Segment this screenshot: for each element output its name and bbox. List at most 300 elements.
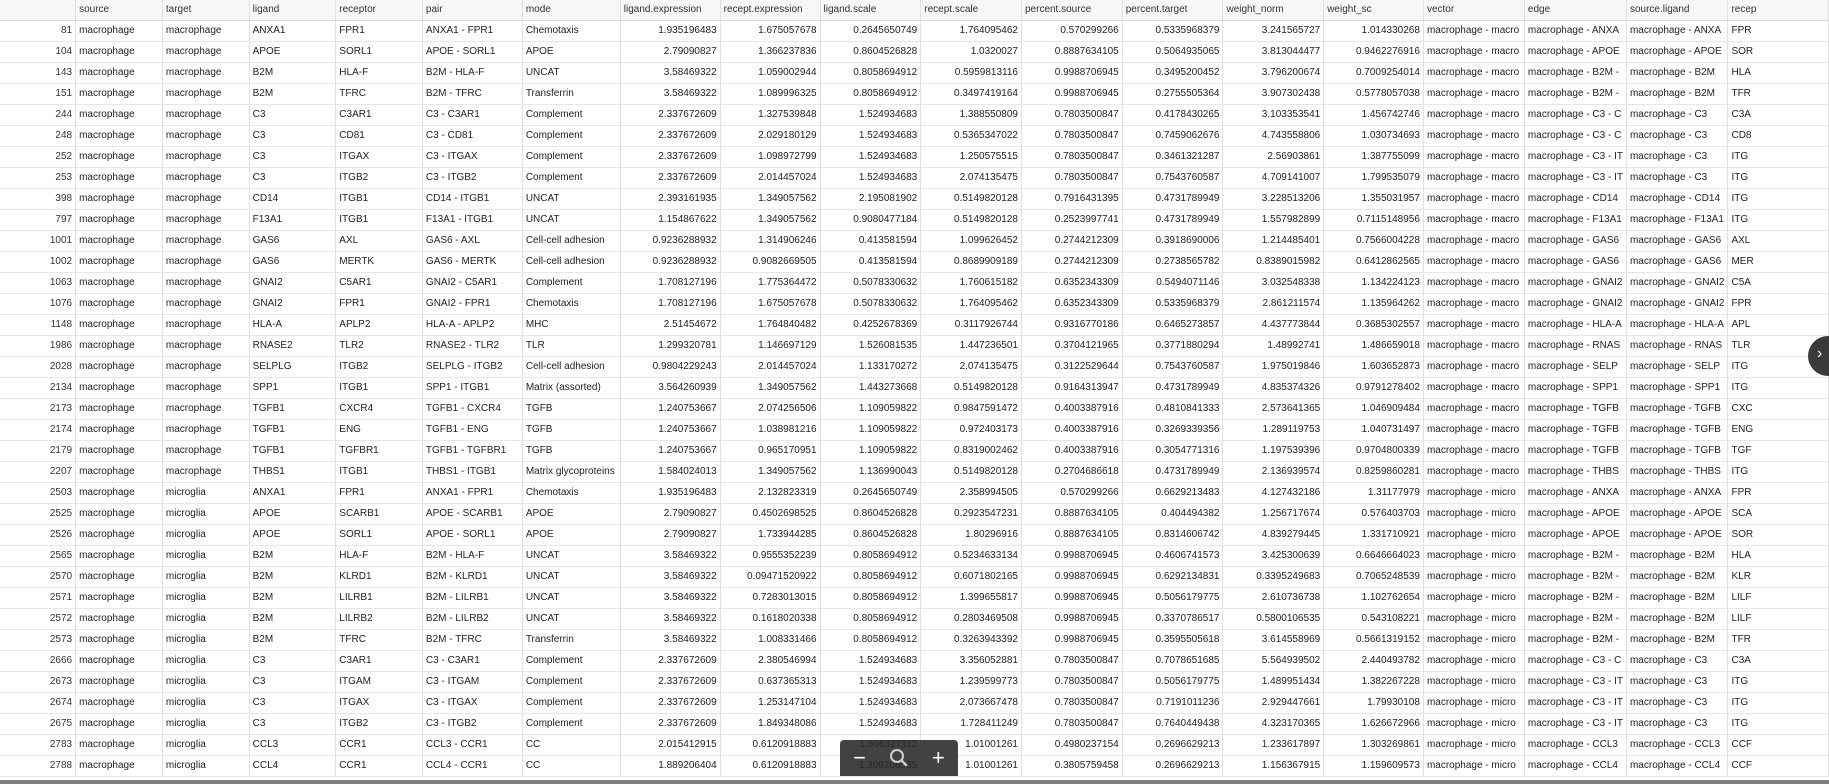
cell-extra: TGF xyxy=(1728,441,1829,462)
cell-ligand_scale: 0.413581594 xyxy=(820,252,921,273)
table-row[interactable] xyxy=(0,420,1829,441)
cell-vector: macrophage - micro xyxy=(1423,609,1524,630)
cell-edge: macrophage - TGFB xyxy=(1524,399,1626,420)
cell-pair: C3 - ITGB2 xyxy=(422,714,522,735)
cell-ligand_scale: 1.524934683 xyxy=(820,714,921,735)
cell-vector: macrophage - micro xyxy=(1423,651,1524,672)
cell-percent_target: 0.3918690006 xyxy=(1122,231,1223,252)
cell-percent_target: 0.5335968379 xyxy=(1122,294,1223,315)
cell-source: macrophage xyxy=(76,231,163,252)
column-header-idx[interactable] xyxy=(0,0,76,21)
cell-recept_scale: 0.9847591472 xyxy=(921,399,1022,420)
cell-ligand: CCL4 xyxy=(249,756,336,777)
cell-vector: macrophage - macro xyxy=(1423,126,1524,147)
cell-pair: THBS1 - ITGB1 xyxy=(422,462,522,483)
cell-ligand_expression: 0.9236288932 xyxy=(620,252,720,273)
cell-ligand_scale: 0.8058694912 xyxy=(820,609,921,630)
cell-target: macrophage xyxy=(162,168,249,189)
cell-weight_norm: 1.214485401 xyxy=(1223,231,1324,252)
cell-extra: CD8 xyxy=(1728,126,1829,147)
cell-receptor: C5AR1 xyxy=(336,273,423,294)
cell-target: microglia xyxy=(162,546,249,567)
cell-ligand: C3 xyxy=(249,651,336,672)
cell-weight_sc: 1.382267228 xyxy=(1324,672,1424,693)
table-row[interactable] xyxy=(0,42,1829,63)
cell-recept_expression: 2.380546994 xyxy=(720,651,820,672)
cell-ligand_expression: 0.9804229243 xyxy=(620,357,720,378)
cell-percent_target: 0.5056179775 xyxy=(1122,672,1223,693)
cell-source: macrophage xyxy=(76,357,163,378)
column-header-vector[interactable]: vector xyxy=(1423,0,1524,21)
cell-recept_scale: 0.5149820128 xyxy=(921,210,1022,231)
cell-percent_source: 0.9316770186 xyxy=(1021,315,1122,336)
cell-mode: Complement xyxy=(522,651,620,672)
cell-mode: Chemotaxis xyxy=(522,294,620,315)
cell-vector: macrophage - macro xyxy=(1423,357,1524,378)
cell-recept_expression: 0.637365313 xyxy=(720,672,820,693)
cell-pair: TGFB1 - ENG xyxy=(422,420,522,441)
cell-ligand: ANXA1 xyxy=(249,483,336,504)
cell-ligand: GAS6 xyxy=(249,231,336,252)
column-header-ligand[interactable]: ligand xyxy=(249,0,336,21)
cell-recept_expression: 0.965170951 xyxy=(720,441,820,462)
cell-mode: Complement xyxy=(522,693,620,714)
cell-ligand_scale: 0.2645650749 xyxy=(820,21,921,42)
table-row[interactable] xyxy=(0,294,1829,315)
cell-recept_scale: 0.5365347022 xyxy=(921,126,1022,147)
cell-receptor: TFRC xyxy=(336,630,423,651)
cell-recept_scale: 1.760615182 xyxy=(921,273,1022,294)
cell-extra: C5A xyxy=(1728,273,1829,294)
cell-percent_source: 0.6352343309 xyxy=(1021,294,1122,315)
cell-mode: UNCAT xyxy=(522,189,620,210)
cell-receptor: MERTK xyxy=(336,252,423,273)
cell-percent_source: 0.9988706945 xyxy=(1021,63,1122,84)
cell-target: microglia xyxy=(162,483,249,504)
cell-mode: Transferrin xyxy=(522,84,620,105)
cell-recept_scale: 1.447236501 xyxy=(921,336,1022,357)
cell-target: macrophage xyxy=(162,252,249,273)
cell-receptor: CXCR4 xyxy=(336,399,423,420)
column-header-target[interactable]: target xyxy=(162,0,249,21)
column-header-ligand_expression[interactable]: ligand.expression xyxy=(620,0,720,21)
cell-recept_scale: 1.80296916 xyxy=(921,525,1022,546)
cell-pair: RNASE2 - TLR2 xyxy=(422,336,522,357)
cell-edge: macrophage - B2M - xyxy=(1524,630,1626,651)
cell-recept_scale: 0.972403173 xyxy=(921,420,1022,441)
cell-vector: macrophage - micro xyxy=(1423,714,1524,735)
cell-mode: CC xyxy=(522,735,620,756)
cell-vector: macrophage - micro xyxy=(1423,504,1524,525)
cell-percent_source: 0.2744212309 xyxy=(1021,231,1122,252)
cell-source: macrophage xyxy=(76,399,163,420)
cell-recept_expression: 2.132823319 xyxy=(720,483,820,504)
cell-percent_target: 0.7459062676 xyxy=(1122,126,1223,147)
cell-receptor: ITGB2 xyxy=(336,168,423,189)
cell-percent_target: 0.3370786517 xyxy=(1122,609,1223,630)
cell-recept_scale: 1.250575515 xyxy=(921,147,1022,168)
cell-receptor: CCR1 xyxy=(336,756,423,777)
cell-weight_norm: 3.425300639 xyxy=(1223,546,1324,567)
cell-weight_norm: 0.5800106535 xyxy=(1223,609,1324,630)
table-row[interactable] xyxy=(0,462,1829,483)
table-row[interactable] xyxy=(0,441,1829,462)
cell-recept_expression: 1.764840482 xyxy=(720,315,820,336)
cell-percent_target: 0.7543760587 xyxy=(1122,357,1223,378)
cell-source: macrophage xyxy=(76,588,163,609)
cell-weight_norm: 3.241565727 xyxy=(1223,21,1324,42)
table-row[interactable] xyxy=(0,609,1829,630)
cell-idx: 2783 xyxy=(0,735,76,756)
cell-percent_source: 0.4003387916 xyxy=(1021,441,1122,462)
cell-weight_sc: 0.9462276916 xyxy=(1324,42,1424,63)
cell-source: macrophage xyxy=(76,21,163,42)
cell-weight_sc: 1.159609573 xyxy=(1324,756,1424,777)
scrollbar-thumb[interactable] xyxy=(0,780,1829,784)
table-row[interactable] xyxy=(0,525,1829,546)
cell-source: macrophage xyxy=(76,756,163,777)
cell-source: macrophage xyxy=(76,63,163,84)
cell-pair: B2M - HLA-F xyxy=(422,63,522,84)
cell-source: macrophage xyxy=(76,168,163,189)
cell-percent_target: 0.3595505618 xyxy=(1122,630,1223,651)
cell-source_ligand: macrophage - SPP1 xyxy=(1626,378,1728,399)
cell-idx: 1063 xyxy=(0,273,76,294)
cell-receptor: AXL xyxy=(336,231,423,252)
cell-ligand_scale: 1.524934683 xyxy=(820,651,921,672)
cell-recept_expression: 2.074256506 xyxy=(720,399,820,420)
cell-recept_expression: 1.733944285 xyxy=(720,525,820,546)
cell-source_ligand: macrophage - GNAI2 xyxy=(1626,294,1728,315)
cell-pair: SELPLG - ITGB2 xyxy=(422,357,522,378)
cell-receptor: ENG xyxy=(336,420,423,441)
table-row[interactable] xyxy=(0,126,1829,147)
cell-recept_expression: 1.349057562 xyxy=(720,462,820,483)
cell-receptor: TFRC xyxy=(336,84,423,105)
column-header-recept_scale[interactable]: recept.scale xyxy=(921,0,1022,21)
table-row[interactable] xyxy=(0,168,1829,189)
table-row[interactable] xyxy=(0,357,1829,378)
cell-percent_source: 0.2704686618 xyxy=(1021,462,1122,483)
cell-weight_sc: 1.603652873 xyxy=(1324,357,1424,378)
cell-receptor: FPR1 xyxy=(336,483,423,504)
table-row[interactable] xyxy=(0,483,1829,504)
cell-edge: macrophage - APOE xyxy=(1524,525,1626,546)
zoom-in-button[interactable]: + xyxy=(931,745,945,770)
cell-weight_sc: 1.014330268 xyxy=(1324,21,1424,42)
cell-weight_sc: 0.5778057038 xyxy=(1324,84,1424,105)
cell-target: macrophage xyxy=(162,84,249,105)
cell-pair: GNAI2 - C5AR1 xyxy=(422,273,522,294)
cell-ligand: THBS1 xyxy=(249,462,336,483)
cell-ligand_expression: 1.299320781 xyxy=(620,336,720,357)
column-header-receptor[interactable]: receptor xyxy=(336,0,423,21)
cell-source_ligand: macrophage - B2M xyxy=(1626,630,1728,651)
cell-edge: macrophage - THBS xyxy=(1524,462,1626,483)
cell-receptor: C3AR1 xyxy=(336,105,423,126)
table-row[interactable] xyxy=(0,378,1829,399)
cell-ligand: C3 xyxy=(249,168,336,189)
cell-mode: UNCAT xyxy=(522,567,620,588)
cell-recept_expression: 1.146697129 xyxy=(720,336,820,357)
cell-percent_target: 0.2738565782 xyxy=(1122,252,1223,273)
cell-extra: FPR xyxy=(1728,21,1829,42)
cell-ligand: TGFB1 xyxy=(249,441,336,462)
cell-idx: 253 xyxy=(0,168,76,189)
cell-receptor: SCARB1 xyxy=(336,504,423,525)
cell-mode: Cell-cell adhesion xyxy=(522,231,620,252)
cell-pair: CD14 - ITGB1 xyxy=(422,189,522,210)
table-row[interactable] xyxy=(0,693,1829,714)
cell-extra: FPR xyxy=(1728,294,1829,315)
cell-target: microglia xyxy=(162,672,249,693)
table-row[interactable] xyxy=(0,189,1829,210)
cell-idx: 2179 xyxy=(0,441,76,462)
cell-ligand: F13A1 xyxy=(249,210,336,231)
zoom-out-button[interactable]: − xyxy=(853,745,867,770)
cell-recept_scale: 0.3263943392 xyxy=(921,630,1022,651)
cell-ligand_scale: 0.8604526828 xyxy=(820,525,921,546)
cell-target: macrophage xyxy=(162,294,249,315)
cell-weight_norm: 1.289119753 xyxy=(1223,420,1324,441)
cell-weight_sc: 1.135964262 xyxy=(1324,294,1424,315)
cell-source_ligand: macrophage - CD14 xyxy=(1626,189,1728,210)
table-row[interactable] xyxy=(0,399,1829,420)
cell-percent_source: 0.7803500847 xyxy=(1021,168,1122,189)
cell-idx: 151 xyxy=(0,84,76,105)
cell-edge: macrophage - C3 - IT xyxy=(1524,672,1626,693)
cell-weight_norm: 4.835374326 xyxy=(1223,378,1324,399)
cell-edge: macrophage - CCL3 xyxy=(1524,735,1626,756)
table-row[interactable] xyxy=(0,63,1829,84)
cell-percent_source: 0.8887634105 xyxy=(1021,504,1122,525)
table-row[interactable] xyxy=(0,651,1829,672)
cell-idx: 1001 xyxy=(0,231,76,252)
cell-idx: 1986 xyxy=(0,336,76,357)
cell-idx: 2573 xyxy=(0,630,76,651)
cell-receptor: ITGAX xyxy=(336,693,423,714)
cell-percent_source: 0.7803500847 xyxy=(1021,693,1122,714)
cell-extra: TLR xyxy=(1728,336,1829,357)
cell-ligand_expression: 1.935196483 xyxy=(620,21,720,42)
cell-receptor: TGFBR1 xyxy=(336,441,423,462)
cell-percent_target: 0.3054771316 xyxy=(1122,441,1223,462)
cell-idx: 1076 xyxy=(0,294,76,315)
cell-edge: macrophage - GAS6 xyxy=(1524,252,1626,273)
cell-idx: 2674 xyxy=(0,693,76,714)
cell-weight_sc: 0.6412862565 xyxy=(1324,252,1424,273)
cell-mode: Cell-cell adhesion xyxy=(522,357,620,378)
cell-weight_sc: 1.387755099 xyxy=(1324,147,1424,168)
cell-source_ligand: macrophage - GAS6 xyxy=(1626,231,1728,252)
cell-idx: 2503 xyxy=(0,483,76,504)
cell-pair: C3 - ITGAX xyxy=(422,693,522,714)
cell-weight_norm: 4.127432186 xyxy=(1223,483,1324,504)
column-header-row xyxy=(0,0,1829,21)
cell-weight_sc: 1.030734693 xyxy=(1324,126,1424,147)
cell-idx: 2526 xyxy=(0,525,76,546)
cell-ligand: C3 xyxy=(249,126,336,147)
cell-ligand: C3 xyxy=(249,693,336,714)
table-row[interactable] xyxy=(0,21,1829,42)
cell-percent_target: 0.5494071146 xyxy=(1122,273,1223,294)
cell-recept_scale: 1.388550809 xyxy=(921,105,1022,126)
cell-ligand_expression: 2.337672609 xyxy=(620,105,720,126)
cell-vector: macrophage - micro xyxy=(1423,756,1524,777)
cell-extra: ENG xyxy=(1728,420,1829,441)
cell-recept_scale: 1.764095462 xyxy=(921,294,1022,315)
table-row[interactable] xyxy=(0,147,1829,168)
cell-ligand_scale: 0.8058694912 xyxy=(820,63,921,84)
cell-ligand_expression: 3.58469322 xyxy=(620,588,720,609)
table-row[interactable] xyxy=(0,336,1829,357)
column-header-percent_source[interactable]: percent.source xyxy=(1021,0,1122,21)
cell-pair: APOE - SORL1 xyxy=(422,42,522,63)
column-header-recept_expression[interactable]: recept.expression xyxy=(720,0,820,21)
column-header-source[interactable]: source xyxy=(76,0,163,21)
cell-percent_target: 0.2755505364 xyxy=(1122,84,1223,105)
cell-recept_scale: 0.5149820128 xyxy=(921,462,1022,483)
table-row[interactable] xyxy=(0,504,1829,525)
cell-ligand_expression: 2.79090827 xyxy=(620,504,720,525)
column-header-weight_norm[interactable]: weight_norm xyxy=(1223,0,1324,21)
cell-percent_source: 0.8887634105 xyxy=(1021,525,1122,546)
cell-ligand_expression: 2.337672609 xyxy=(620,693,720,714)
column-header-percent_target[interactable]: percent.target xyxy=(1122,0,1223,21)
table-row[interactable] xyxy=(0,105,1829,126)
cell-recept_scale: 3.356052881 xyxy=(921,651,1022,672)
table-row[interactable] xyxy=(0,315,1829,336)
table-row[interactable] xyxy=(0,84,1829,105)
cell-percent_source: 0.7916431395 xyxy=(1021,189,1122,210)
cell-edge: macrophage - C3 - C xyxy=(1524,651,1626,672)
cell-ligand_scale: 0.8058694912 xyxy=(820,567,921,588)
cell-ligand: B2M xyxy=(249,84,336,105)
cell-idx: 2028 xyxy=(0,357,76,378)
cell-source_ligand: macrophage - C3 xyxy=(1626,105,1728,126)
column-header-extra[interactable]: recep xyxy=(1728,0,1829,21)
column-header-weight_sc[interactable]: weight_sc xyxy=(1324,0,1424,21)
cell-source_ligand: macrophage - C3 xyxy=(1626,126,1728,147)
cell-ligand: ANXA1 xyxy=(249,21,336,42)
cell-recept_expression: 1.349057562 xyxy=(720,378,820,399)
table-row[interactable] xyxy=(0,714,1829,735)
table-row[interactable] xyxy=(0,672,1829,693)
cell-recept_scale: 1.239599773 xyxy=(921,672,1022,693)
table-row[interactable] xyxy=(0,546,1829,567)
cell-weight_sc: 1.456742746 xyxy=(1324,105,1424,126)
cell-percent_source: 0.7803500847 xyxy=(1021,672,1122,693)
table-row[interactable] xyxy=(0,630,1829,651)
cell-source_ligand: macrophage - TGFB xyxy=(1626,420,1728,441)
cell-recept_expression: 2.029180129 xyxy=(720,126,820,147)
cell-recept_expression: 1.008331466 xyxy=(720,630,820,651)
cell-extra: SOR xyxy=(1728,42,1829,63)
cell-ligand: SPP1 xyxy=(249,378,336,399)
cell-ligand_expression: 1.935196483 xyxy=(620,483,720,504)
cell-source_ligand: macrophage - B2M xyxy=(1626,84,1728,105)
cell-vector: macrophage - macro xyxy=(1423,84,1524,105)
cell-recept_scale: 2.073667478 xyxy=(921,693,1022,714)
column-header-source_ligand[interactable]: source.ligand xyxy=(1626,0,1728,21)
cell-ligand: TGFB1 xyxy=(249,399,336,420)
cell-ligand_scale: 0.8058694912 xyxy=(820,546,921,567)
table-row[interactable] xyxy=(0,588,1829,609)
table-row[interactable] xyxy=(0,210,1829,231)
cell-edge: macrophage - C3 - IT xyxy=(1524,693,1626,714)
column-header-pair[interactable]: pair xyxy=(422,0,522,21)
cell-ligand: C3 xyxy=(249,714,336,735)
cell-percent_source: 0.570299266 xyxy=(1021,483,1122,504)
horizontal-scrollbar[interactable] xyxy=(0,780,1829,784)
cell-recept_expression: 1.775364472 xyxy=(720,273,820,294)
column-header-ligand_scale[interactable]: ligand.scale xyxy=(820,0,921,21)
cell-vector: macrophage - micro xyxy=(1423,525,1524,546)
cell-weight_norm: 1.197539396 xyxy=(1223,441,1324,462)
column-header-mode[interactable]: mode xyxy=(522,0,620,21)
column-header-edge[interactable]: edge xyxy=(1524,0,1626,21)
cell-percent_target: 0.2696629213 xyxy=(1122,735,1223,756)
table-row[interactable] xyxy=(0,252,1829,273)
cell-recept_expression: 1.059002944 xyxy=(720,63,820,84)
cell-target: microglia xyxy=(162,630,249,651)
magnifier-icon[interactable] xyxy=(884,746,914,770)
cell-mode: Complement xyxy=(522,714,620,735)
cell-mode: TGFB xyxy=(522,399,620,420)
cell-source: macrophage xyxy=(76,273,163,294)
cell-target: macrophage xyxy=(162,441,249,462)
cell-edge: macrophage - GNAI2 xyxy=(1524,294,1626,315)
cell-ligand_expression: 1.708127196 xyxy=(620,273,720,294)
cell-recept_expression: 1.675057678 xyxy=(720,294,820,315)
cell-percent_source: 0.6352343309 xyxy=(1021,273,1122,294)
cell-pair: C3 - ITGAX xyxy=(422,147,522,168)
cell-mode: Chemotaxis xyxy=(522,21,620,42)
cell-percent_target: 0.7640449438 xyxy=(1122,714,1223,735)
cell-ligand_expression: 1.240753667 xyxy=(620,399,720,420)
cell-ligand_expression: 0.9236288932 xyxy=(620,231,720,252)
cell-mode: Complement xyxy=(522,147,620,168)
cell-source_ligand: macrophage - THBS xyxy=(1626,462,1728,483)
cell-weight_sc: 0.7115148956 xyxy=(1324,210,1424,231)
cell-mode: UNCAT xyxy=(522,588,620,609)
cell-percent_target: 0.3269339356 xyxy=(1122,420,1223,441)
cell-ligand_scale: 1.524934683 xyxy=(820,672,921,693)
cell-mode: Matrix (assorted) xyxy=(522,378,620,399)
cell-weight_norm: 1.156367915 xyxy=(1223,756,1324,777)
cell-source_ligand: macrophage - C3 xyxy=(1626,693,1728,714)
cell-weight_sc: 1.134224123 xyxy=(1324,273,1424,294)
cell-mode: CC xyxy=(522,756,620,777)
cell-weight_norm: 3.796200674 xyxy=(1223,63,1324,84)
cell-source: macrophage xyxy=(76,189,163,210)
cell-ligand_expression: 3.564260939 xyxy=(620,378,720,399)
cell-idx: 398 xyxy=(0,189,76,210)
cell-pair: CCL4 - CCR1 xyxy=(422,756,522,777)
table-row[interactable] xyxy=(0,273,1829,294)
cell-source: macrophage xyxy=(76,336,163,357)
cell-vector: macrophage - micro xyxy=(1423,546,1524,567)
cell-ligand: C3 xyxy=(249,672,336,693)
table-row[interactable] xyxy=(0,567,1829,588)
cell-vector: macrophage - macro xyxy=(1423,252,1524,273)
cell-weight_norm: 3.813044477 xyxy=(1223,42,1324,63)
cell-recept_expression: 1.675057678 xyxy=(720,21,820,42)
cell-weight_sc: 1.303269861 xyxy=(1324,735,1424,756)
cell-extra: APL xyxy=(1728,315,1829,336)
cell-percent_source: 0.7803500847 xyxy=(1021,651,1122,672)
table-row[interactable] xyxy=(0,231,1829,252)
